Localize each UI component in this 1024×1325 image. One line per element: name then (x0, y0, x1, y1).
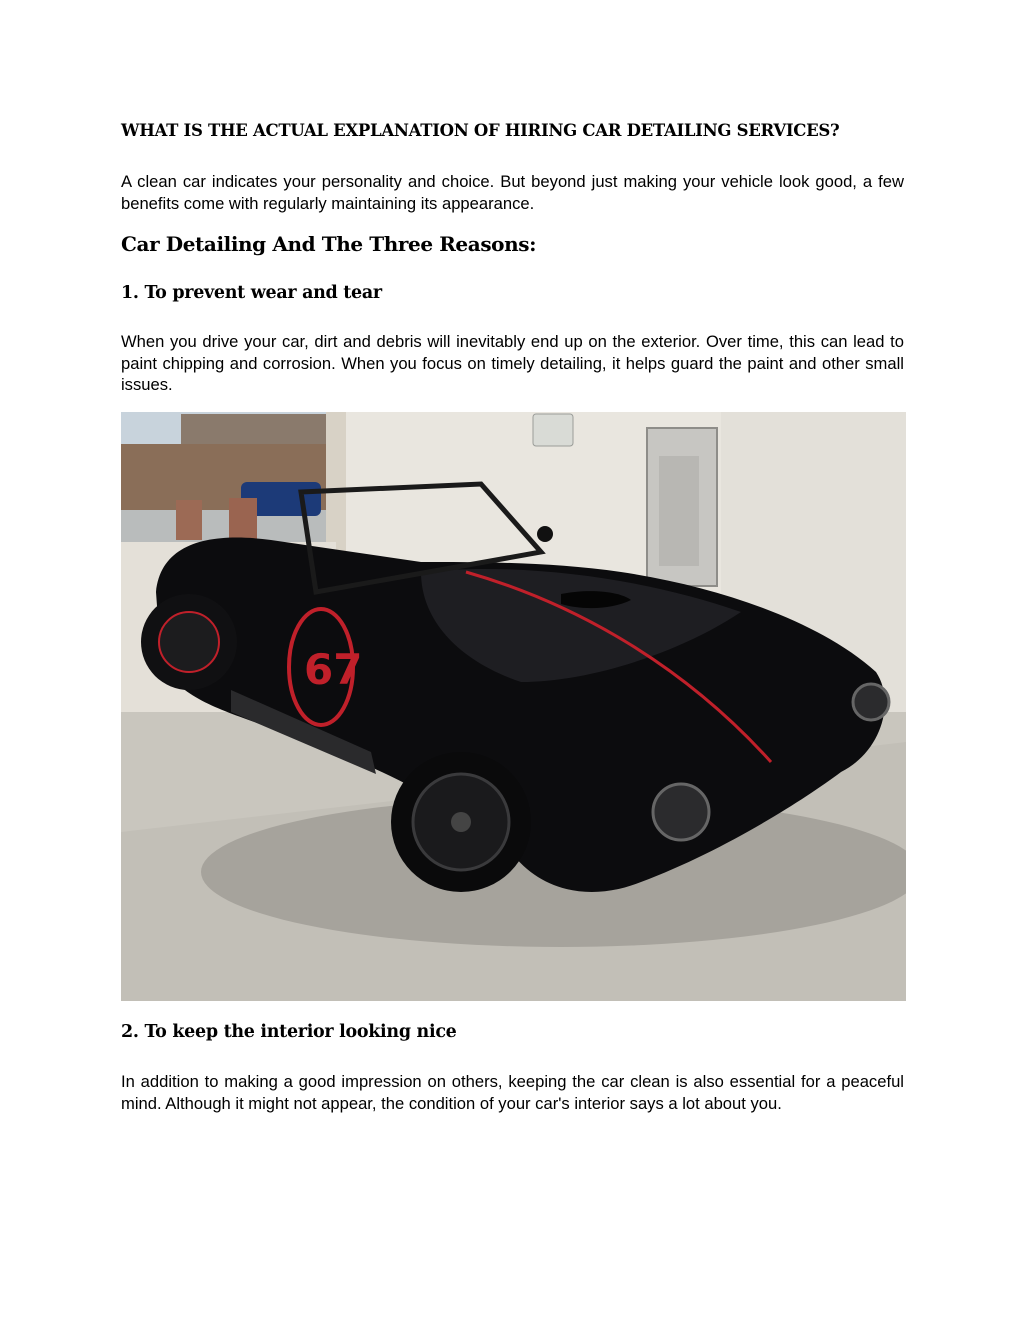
reason-1-heading: 1. To prevent wear and tear (121, 283, 382, 303)
wall-charger (533, 414, 573, 446)
intro-paragraph: A clean car indicates your personality and choice. But beyond just making your vehicle look good, a few benefits come with regularly maintaining its appearance. (121, 172, 904, 213)
document-title: WHAT IS THE ACTUAL EXPLANATION OF HIRING CAR DETAILING SERVICES? (121, 121, 840, 140)
brick-post-left (176, 500, 202, 540)
reason-2-heading: 2. To keep the interior looking nice (121, 1022, 457, 1042)
brick-post-right (229, 498, 257, 544)
car-number: 67 (304, 645, 363, 694)
reason-1-paragraph: When you drive your car, dirt and debris will inevitably end up on the exterior. Over time, this can lead to paint chipping and corrosion. When you focus on timely detailing, it helps guard the paint and other small issues. (121, 332, 904, 394)
section-heading: Car Detailing And The Three Reasons: (121, 232, 537, 256)
headlight-right (853, 684, 889, 720)
headlight-left (653, 784, 709, 840)
car-photo (121, 412, 906, 1001)
reason-2-paragraph: In addition to making a good impression on others, keeping the car clean is also essential for a peaceful mind. Although it might not appear, the condition of your car's interior says a lot about you. (121, 1072, 904, 1113)
side-mirror (537, 526, 553, 542)
